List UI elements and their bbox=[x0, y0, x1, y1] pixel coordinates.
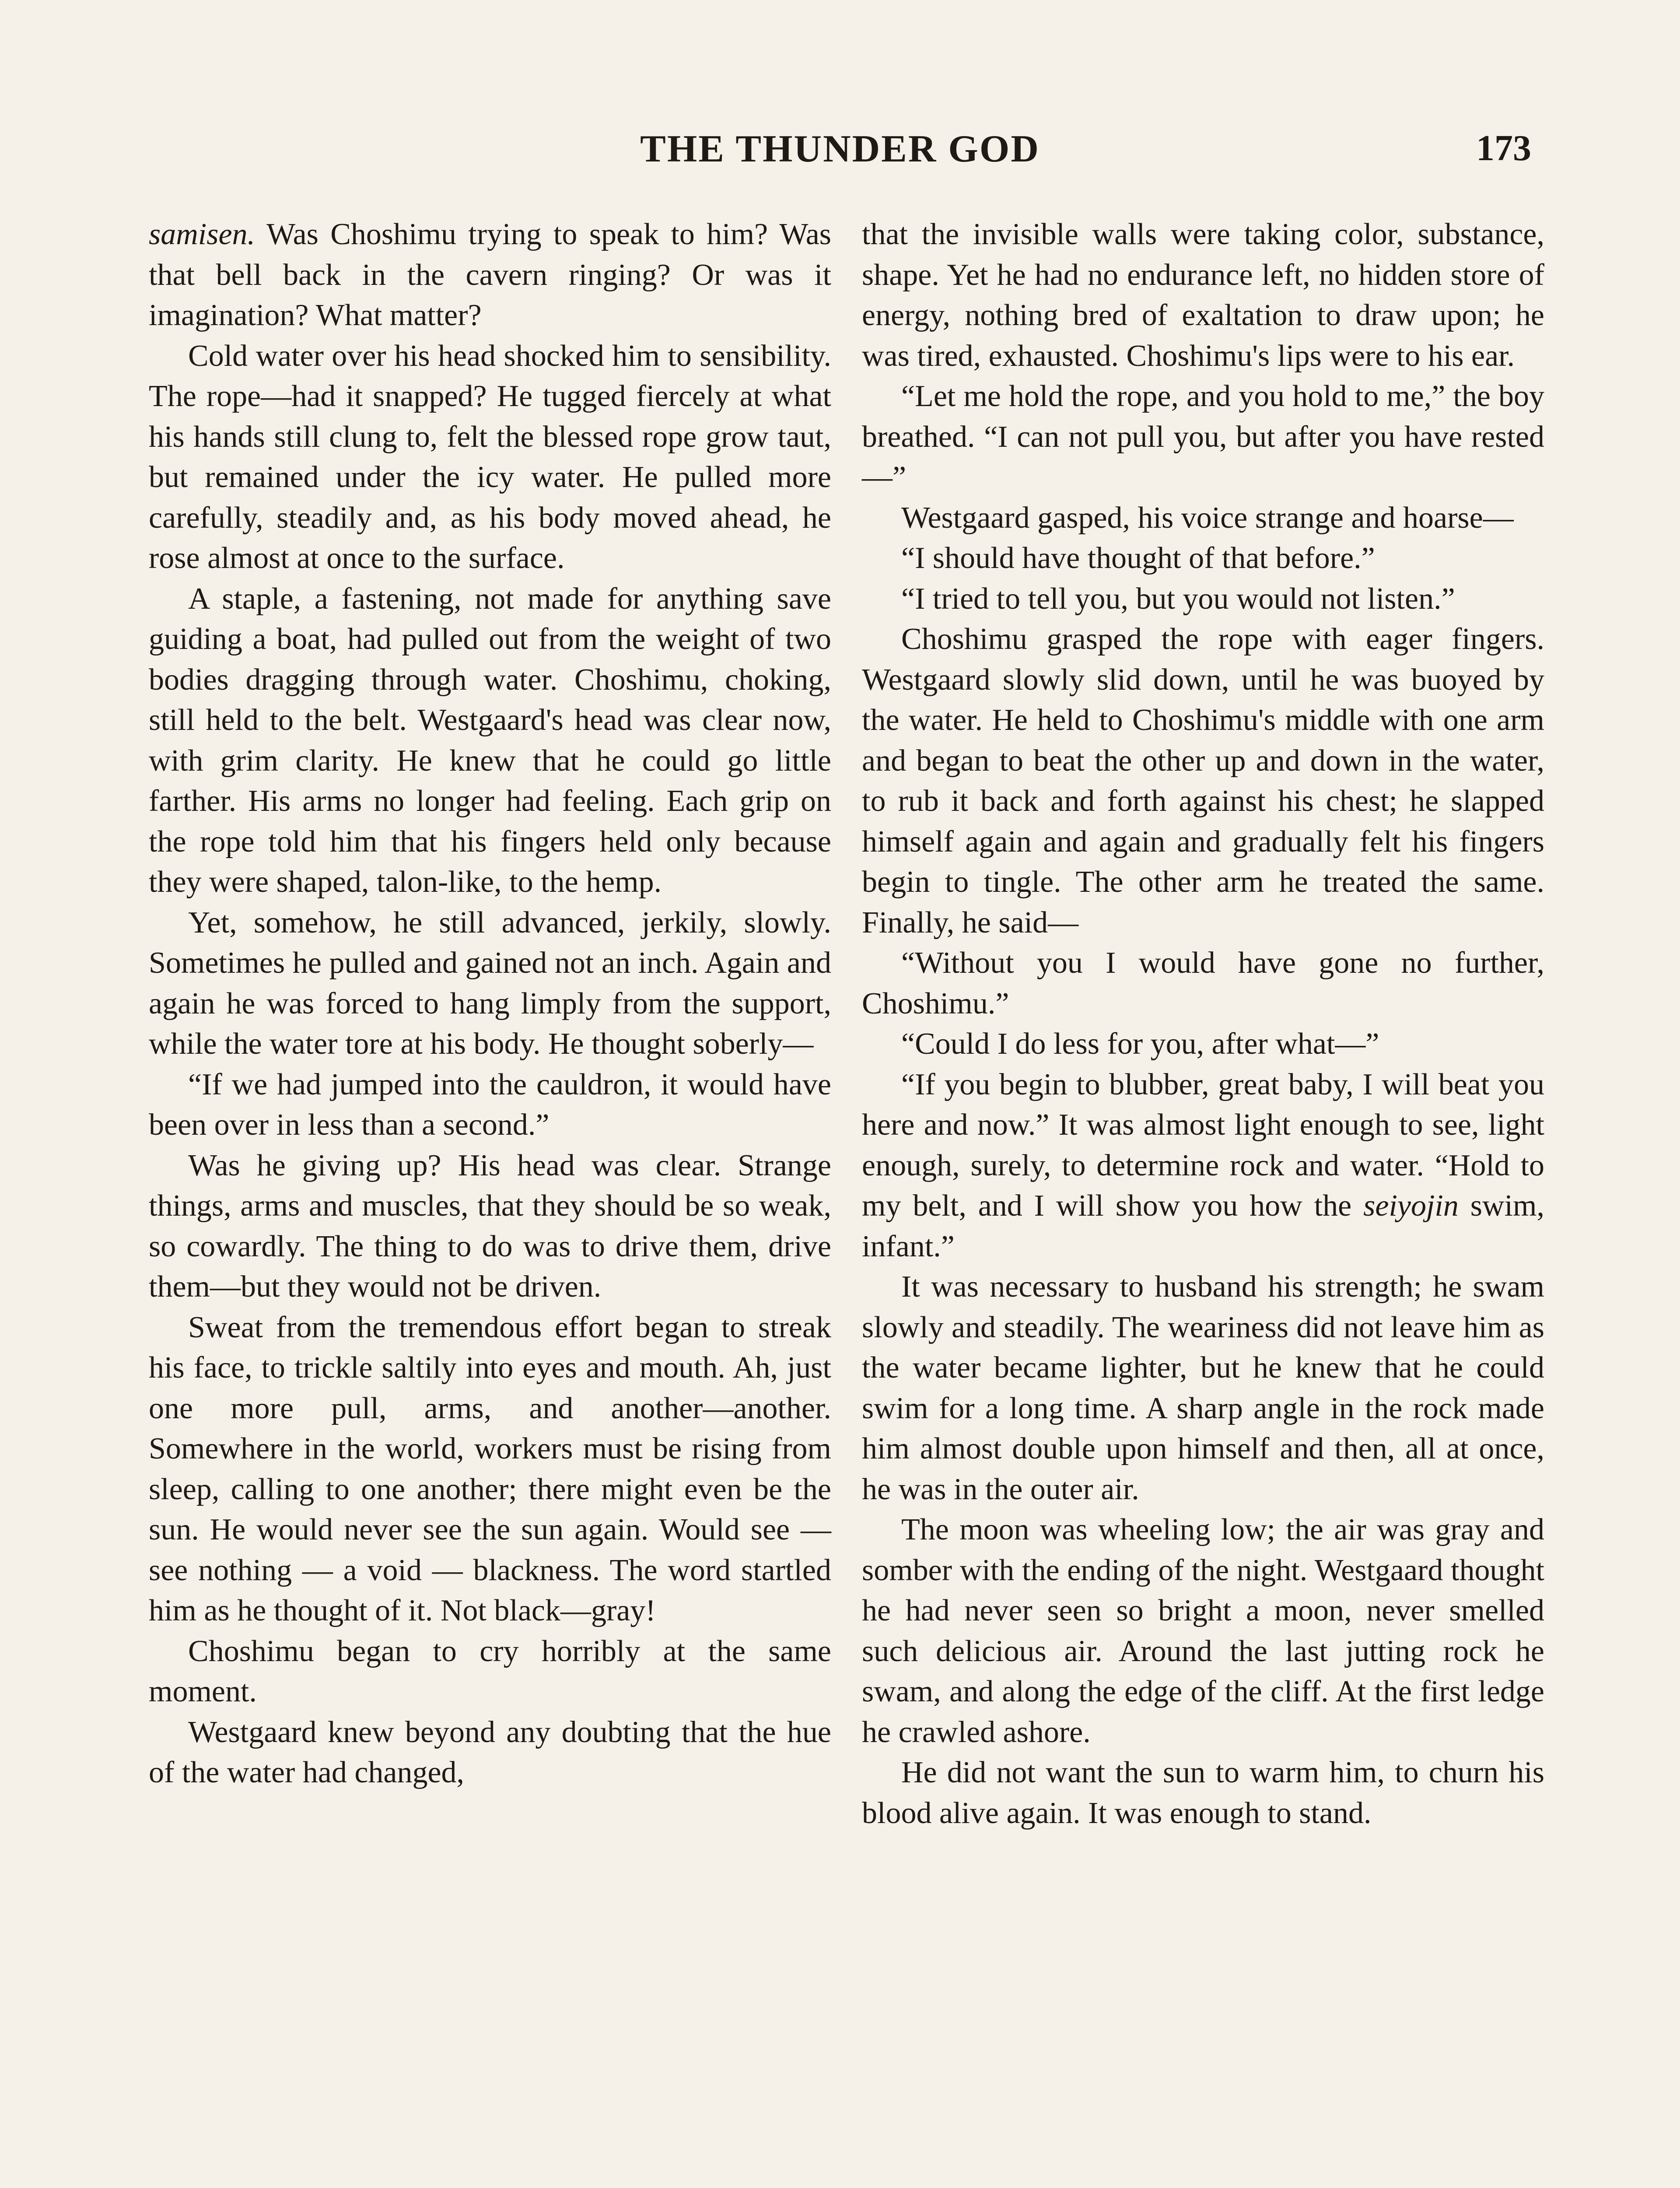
paragraph: “I should have thought of that before.” bbox=[901, 541, 1375, 575]
italic-word: seiyojin bbox=[1363, 1189, 1459, 1223]
paragraph: “Could I do less for you, after what—” bbox=[901, 1027, 1379, 1061]
paragraph: The moon was wheeling low; the air was gray and somber with the ending of the night. Westgaard thought he had never seen so bright a moon, never smelled such delicious air. Around the last jutting rock he swam, and along the edge of the cliff. At the first ledge he crawled ashore. bbox=[862, 1513, 1544, 1749]
paragraph: “If we had jumped into the cauldron, it would have been over in less than a second.” bbox=[149, 1067, 831, 1142]
paragraph: Westgaard gasped, his voice strange and hoarse— bbox=[901, 501, 1514, 535]
paragraph: Choshimu grasped the rope with eager fingers. Westgaard slowly slid down, until he was buoyed by the water. He held to Choshimu's middle with one arm and began to beat the other up and down in the water, to rub it back and forth against his chest; he slapped himself again and again and gradually felt his fingers begin to tingle. The other arm he treated the same. Finally, he said— bbox=[862, 622, 1544, 940]
right-column bbox=[862, 214, 1544, 1834]
paragraph bbox=[862, 1065, 1544, 1267]
paragraph: that the invisible walls were taking color, substance, shape. Yet he had no endurance left, no hidden store of energy, nothing bred of exaltation to draw upon; he was tired, exhausted. Choshimu's lips were to his ear. bbox=[862, 217, 1544, 373]
paragraph: “Let me hold the rope, and you hold to me,” the boy breathed. “I can not pull you, but after you have rested—” bbox=[862, 379, 1544, 494]
paragraph: It was necessary to husband his strength; he swam slowly and steadily. The weariness did not leave him as the water became lighter, but he knew that he could swim for a long time. A sharp angle in the rock made him almost double upon himself and then, all at once, he was in the outer air. bbox=[862, 1270, 1544, 1506]
left-column bbox=[149, 214, 831, 1793]
paragraph-text: “If you begin to blubber, great baby, I will beat you here and now.” It was almost light enough to see, light enough, surely, to determine rock and water. “Hold to my belt, and I will show you how the bbox=[862, 1067, 1544, 1223]
paragraph: “Without you I would have gone no further, Choshimu.” bbox=[862, 946, 1544, 1020]
paragraph: “I tried to tell you, but you would not listen.” bbox=[901, 582, 1455, 616]
paragraph: Westgaard knew beyond any doubting that the hue of the water had changed, bbox=[149, 1715, 831, 1789]
paragraph-text: Was Choshimu trying to speak to him? Was that bell back in the cavern ringing? Or was it imagination? What matter? bbox=[149, 217, 831, 332]
paragraph: Choshimu began to cry horribly at the same moment. bbox=[149, 1634, 831, 1708]
paragraph-text: swim, infant.” bbox=[862, 1189, 1544, 1263]
italic-word: samisen. bbox=[149, 217, 256, 251]
running-title: THE THUNDER GOD bbox=[640, 128, 1040, 170]
paragraph: Was he giving up? His head was clear. Strange things, arms and muscles, that they should be so weak, so cowardly. The thing to do was to drive them, drive them—but they would not be driven. bbox=[149, 1148, 831, 1304]
paragraph: A staple, a fastening, not made for anything save guiding a boat, had pulled out from the weight of two bodies dragging through water. Choshimu, choking, still held to the belt. Westgaard's head was clear now, with grim clarity. He knew that he could go little farther. His arms no longer had feeling. Each grip on the rope told him that his fingers held only because they were shaped, talon-like, to the hemp. bbox=[149, 582, 831, 899]
paragraph: Sweat from the tremendous effort began to streak his face, to trickle saltily into eyes and mouth. Ah, just one more pull, arms, and another—another. Somewhere in the world, workers must be rising from sleep, calling to one another; there might even be the sun. He would never see the sun again. Would see — see nothing — a void — blackness. The word startled him as he thought of it. Not black—gray! bbox=[149, 1310, 831, 1627]
page-header bbox=[149, 127, 1531, 184]
paragraph: Cold water over his head shocked him to sensibility. The rope—had it snapped? He tugged fiercely at what his hands still clung to, felt the blessed rope grow taut, but remained under the icy water. He pulled more carefully, steadily and, as his body moved ahead, he rose almost at once to the surface. bbox=[149, 339, 831, 575]
paragraph: Yet, somehow, he still advanced, jerkily, slowly. Sometimes he pulled and gained not an inch. Again and again he was forced to hang limply from the support, while the water tore at his body. He thought soberly— bbox=[149, 905, 831, 1061]
paragraph: He did not want the sun to warm him, to churn his blood alive again. It was enough to stand. bbox=[862, 1756, 1544, 1830]
page-number: 173 bbox=[1476, 128, 1531, 168]
paragraph bbox=[149, 214, 831, 336]
